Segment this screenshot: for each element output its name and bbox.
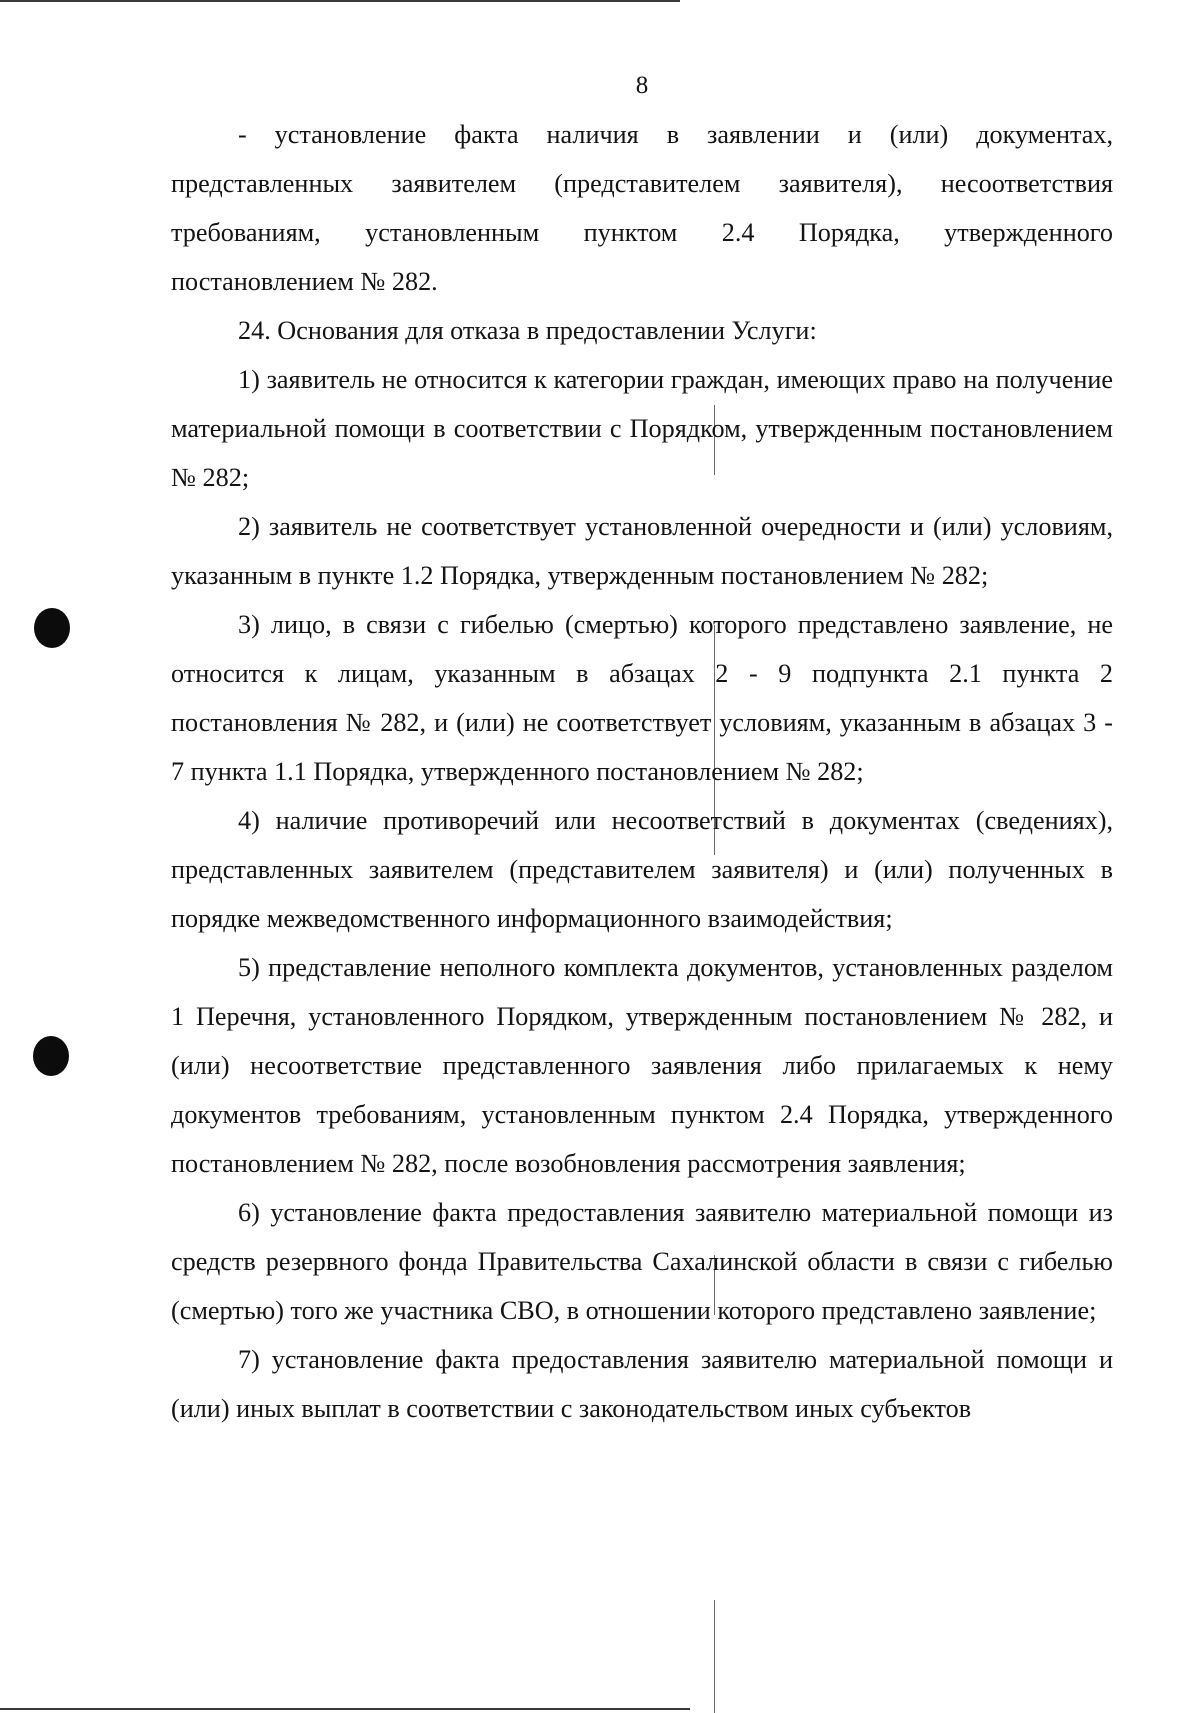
paragraph-refusal-grounds-intro-clause: - установление факта наличия в заявлении и (или) документах, представленных заявителем (представителем заявителя), несоответствия требованиям, установленным пунктом 2.4 Порядка, утвержденного постановлением № 282. xyxy=(171,120,1113,296)
scan-top-edge xyxy=(0,0,680,2)
paragraph-item-2: 2) заявитель не соответствует установленной очередности и (или) условиям, указанным в пункте 1.2 Порядка, утвержденным постановлением № 282; xyxy=(171,512,1113,590)
paragraph-item-3: 3) лицо, в связи с гибелью (смертью) которого представлено заявление, не относится к лицам, указанным в абзацах 2 - 9 подпункта 2.1 пункта 2 постановления № 282, и (или) не соответствует условиям, указанным в абзацах 3 - 7 пункта 1.1 Порядка, утвержденного постановлением № 282; xyxy=(171,610,1113,786)
paragraph-item-4: 4) наличие противоречий или несоответствий в документах (сведениях), представленных заявителем (представителем заявителя) и (или) полученных в порядке межведомственного информационного взаимодействия; xyxy=(171,806,1113,933)
paragraph-item-7: 7) установление факта предоставления заявителю материальной помощи и (или) иных выплат в соответствии с законодательством иных субъектов xyxy=(171,1345,1113,1423)
page-number: 8 xyxy=(635,72,649,99)
scan-bottom-edge xyxy=(0,1708,690,1710)
document-body xyxy=(171,110,1113,1433)
paragraph-section-24-heading: 24. Основания для отказа в предоставлении Услуги: xyxy=(238,316,817,345)
punch-hole-mark xyxy=(33,1036,69,1076)
paragraph-item-6: 6) установление факта предоставления заявителю материальной помощи из средств резервного фонда Правительства Сахалинской области в связи с гибелью (смертью) того же участника СВО, в отношении которого представлено заявление; xyxy=(171,1198,1113,1325)
paragraph-item-5: 5) представление неполного комплекта документов, установленных разделом 1 Перечня, установленного Порядком, утвержденным постановлением № 282, и (или) несоответствие представленного заявления либо прилагаемых к нему документов требованиям, установленным пунктом 2.4 Порядка, утвержденного постановлением № 282, после возобновления рассмотрения заявления; xyxy=(171,953,1113,1178)
scan-artifact-line xyxy=(714,1600,715,1713)
paragraph-item-1: 1) заявитель не относится к категории граждан, имеющих право на получение материальной помощи в соответствии с Порядком, утвержденным постановлением № 282; xyxy=(171,365,1113,492)
punch-hole-mark xyxy=(34,608,70,648)
